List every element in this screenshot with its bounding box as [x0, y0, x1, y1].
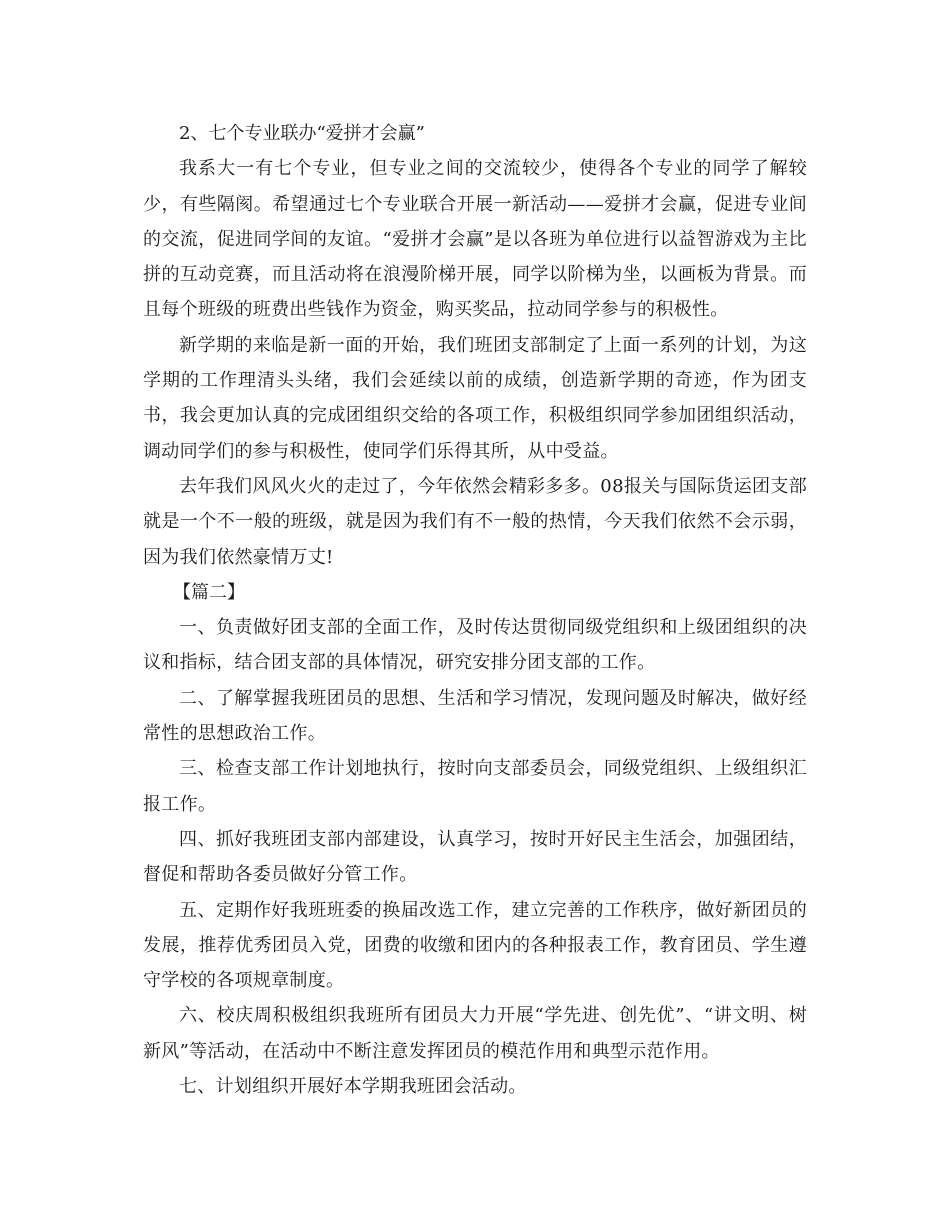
section-heading: 2、七个专业联办“爱拼才会赢” — [179, 123, 425, 144]
paragraph: 我系大一有七个专业，但专业之间的交流较少，使得各个专业的同学了解较少，有些隔阂。希望通过七个专业联合开展一新活动——爱拼才会赢，促进专业间的交流，促进同学间的友谊。“爱拼才会赢”是以各班为单位进行以益智游戏为主比拼的互动竞赛，而且活动将在浪漫阶梯开展，同学以阶梯为坐，以画板为背景。而且每个班级的班费出些钱作为资金，购买奖品，拉动同学参与的积极性。 — [143, 158, 807, 321]
duty-item: 一、负责做好团支部的全面工作，及时传达贯彻同级党组织和上级团组织的决议和指标，结合团支部的具体情况，研究安排分团支部的工作。 — [143, 617, 807, 674]
duty-item: 二、了解掌握我班团员的思想、生活和学习情况，发现问题及时解决，做好经常性的思想政治工作。 — [143, 687, 807, 745]
duty-item: 四、抓好我班团支部内部建设，认真学习，按时开好民主生活会，加强团结，督促和帮助各委员做好分管工作。 — [143, 828, 807, 886]
section-tag: 【篇二】 — [173, 581, 245, 603]
duty-item: 五、定期作好我班班委的换届改选工作，建立完善的工作秩序，做好新团员的发展，推荐优秀团员入党，团费的收缴和团内的各种报表工作，教育团员、学生遵守学校的各项规章制度。 — [143, 899, 807, 992]
paragraph: 去年我们风风火火的走过了，今年依然会精彩多多。08报关与国际货运团支部就是一个不一般的班级，就是因为我们有不一般的热情，今天我们依然不会示弱，因为我们依然豪情万丈! — [143, 475, 807, 568]
duty-item: 三、检查支部工作计划地执行，按时向支部委员会，同级党组织、上级组织汇报工作。 — [143, 758, 807, 815]
paragraph: 新学期的来临是新一面的开始，我们班团支部制定了上面一系列的计划，为这学期的工作理清头头绪，我们会延续以前的成绩，创造新学期的奇迹，作为团支书，我会更加认真的完成团组织交给的各项工作，积极组织同学参加团组织活动，调动同学们的参与积极性，使同学们乐得其所，从中受益。 — [143, 334, 807, 462]
duty-item: 六、校庆周积极组织我班所有团员大力开展“学先进、创先优”、“讲文明、树新风”等活动，在活动中不断注意发挥团员的模范作用和典型示范作用。 — [143, 1005, 807, 1062]
document-body — [143, 116, 807, 1104]
duty-item: 七、计划组织开展好本学期我班团会活动。 — [179, 1076, 527, 1098]
